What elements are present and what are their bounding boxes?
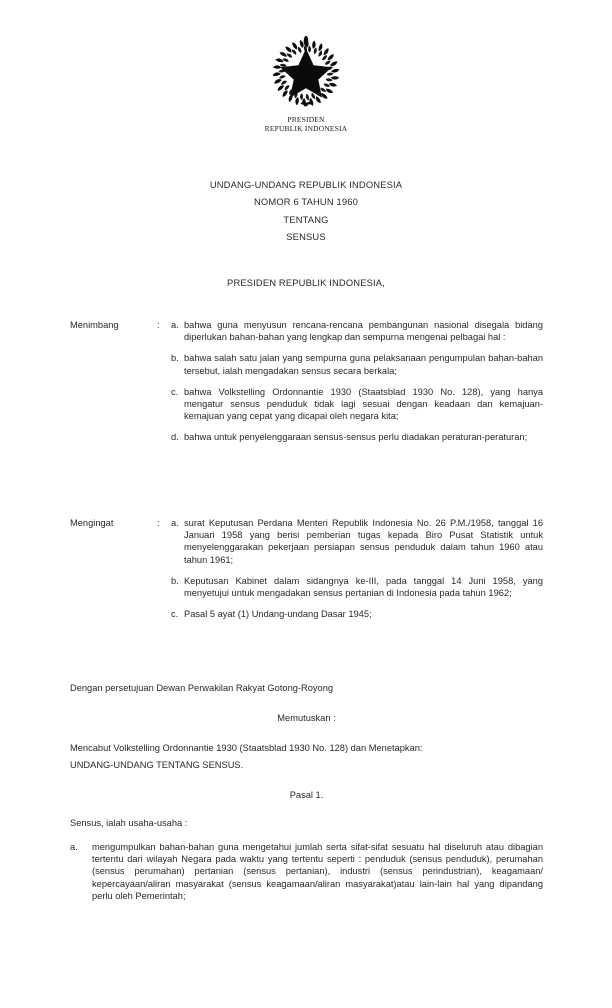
mengingat-colon: : bbox=[157, 518, 160, 528]
list-item-text: bahwa salah satu jalan yang sempurna guna pelaksanaan pengumpulan bahan-bahan tersebut, ialah mengadakan sensus secara berkala; bbox=[184, 353, 543, 376]
mengingat-row bbox=[70, 517, 543, 620]
list-item bbox=[70, 841, 543, 902]
issuing-authority: PRESIDEN REPUBLIK INDONESIA, bbox=[227, 277, 385, 288]
menimbang-label: Menimbang bbox=[70, 320, 119, 330]
title-line-number: NOMOR 6 TAHUN 1960 bbox=[254, 196, 358, 208]
list-item bbox=[70, 431, 543, 443]
list-item bbox=[70, 352, 543, 376]
list-item bbox=[70, 575, 543, 599]
list-item bbox=[70, 608, 543, 620]
list-item-marker: d. bbox=[171, 432, 179, 443]
list-item-text: bahwa untuk penyelenggaraan sensus-sensus perlu diadakan peraturan-peraturan; bbox=[184, 432, 528, 443]
garuda-star-wreath-icon bbox=[263, 34, 349, 114]
title-line-tentang: TENTANG bbox=[283, 213, 329, 225]
mengingat-clause bbox=[70, 517, 543, 620]
list-item-text: mengumpulkan bahan-bahan guna mengetahui jumlah serta sifat-sifat sesuatu hal diseluruh atau dibagian tertentu dari wilayah Negara pada waktu yang tertentu seperti : penduduk (sensus penduduk), perumahan (sensus perumahan) pertanian (sensus pertanian), industri (sensus perindustrian), keagamaan/ kepercayaan/aliran masyarakat (sensus keagamaan/aliran masyarakat)atau lain-lain hal yang dipandang perlu oleh Pemerintah; bbox=[92, 842, 543, 901]
pasal-1-intro: Sensus, ialah usaha-usaha : bbox=[70, 818, 188, 828]
menimbang-items bbox=[70, 319, 543, 444]
presidential-emblem-block bbox=[0, 34, 612, 134]
decision-line-1: Mencabut Volkstelling Ordonnantie 1930 (Staatsblad 1930 No. 128) dan Menetapkan: bbox=[70, 743, 423, 753]
document-title-block bbox=[0, 176, 612, 246]
menimbang-row bbox=[70, 319, 543, 444]
list-item-marker: c. bbox=[171, 609, 179, 620]
emblem-caption-line-1: PRESIDEN bbox=[287, 115, 325, 124]
emblem-caption bbox=[0, 115, 612, 134]
emblem-caption-line-2: REPUBLIK INDONESIA bbox=[264, 124, 348, 134]
pasal-1-heading: Pasal 1. bbox=[289, 790, 324, 800]
list-item-marker: a. bbox=[171, 518, 179, 528]
memutuskan-heading: Memutuskan : bbox=[277, 713, 336, 723]
list-item-marker: c. bbox=[171, 386, 179, 397]
mengingat-items bbox=[70, 517, 543, 620]
list-item bbox=[70, 517, 543, 566]
mengingat-label: Mengingat bbox=[70, 518, 114, 528]
list-item-marker: b. bbox=[171, 353, 179, 364]
title-line-subject: SENSUS bbox=[286, 231, 326, 243]
list-item-marker: a. bbox=[171, 320, 179, 330]
menimbang-clause bbox=[70, 319, 543, 444]
list-item-text: bahwa guna menyusun rencana-rencana pembangunan nasional disegala bidang diperlukan bahan-bahan yang lengkap dan sempurna mengenai pelbagai hal : bbox=[184, 320, 543, 343]
list-item bbox=[70, 386, 543, 423]
approval-paragraph: Dengan persetujuan Dewan Perwakilan Rakyat Gotong-Royong bbox=[70, 683, 334, 693]
list-item-marker: b. bbox=[171, 575, 179, 586]
decision-line-2: UNDANG-UNDANG TENTANG SENSUS. bbox=[70, 760, 244, 770]
pasal-1-items bbox=[70, 841, 543, 910]
list-item-text: Keputusan Kabinet dalam sidangnya ke-III, pada tanggal 14 Juni 1958, yang menyetujui untuk mengadakan sensus pertanian di Indonesia pada tahun 1962; bbox=[184, 575, 543, 599]
list-item-text: surat Keputusan Perdana Menteri Republik Indonesia No. 26 P.M./1958, tanggal 16 Januari 1958 yang berisi pemberian tugas kepada Biro Pusat Statistik untuk menyelenggarakan pekerjaan persiapan sensus penduduk dalam tahun 1960 atau tahun 1961; bbox=[184, 518, 543, 565]
list-item-marker: a. bbox=[70, 842, 78, 852]
menimbang-colon: : bbox=[157, 320, 160, 330]
list-item bbox=[70, 319, 543, 343]
list-item-text: Pasal 5 ayat (1) Undang-undang Dasar 1945; bbox=[184, 609, 372, 620]
list-item-text: bahwa Volkstelling Ordonnantie 1930 (Staatsblad 1930 No. 128), yang hanya mengatur sensus penduduk tidak lagi sesuai dengan keadaan dan kemajuan-kemajuan yang cepat yang dicapai oleh negara kita; bbox=[184, 386, 543, 422]
title-line-law-name: UNDANG-UNDANG REPUBLIK INDONESIA bbox=[209, 179, 403, 190]
